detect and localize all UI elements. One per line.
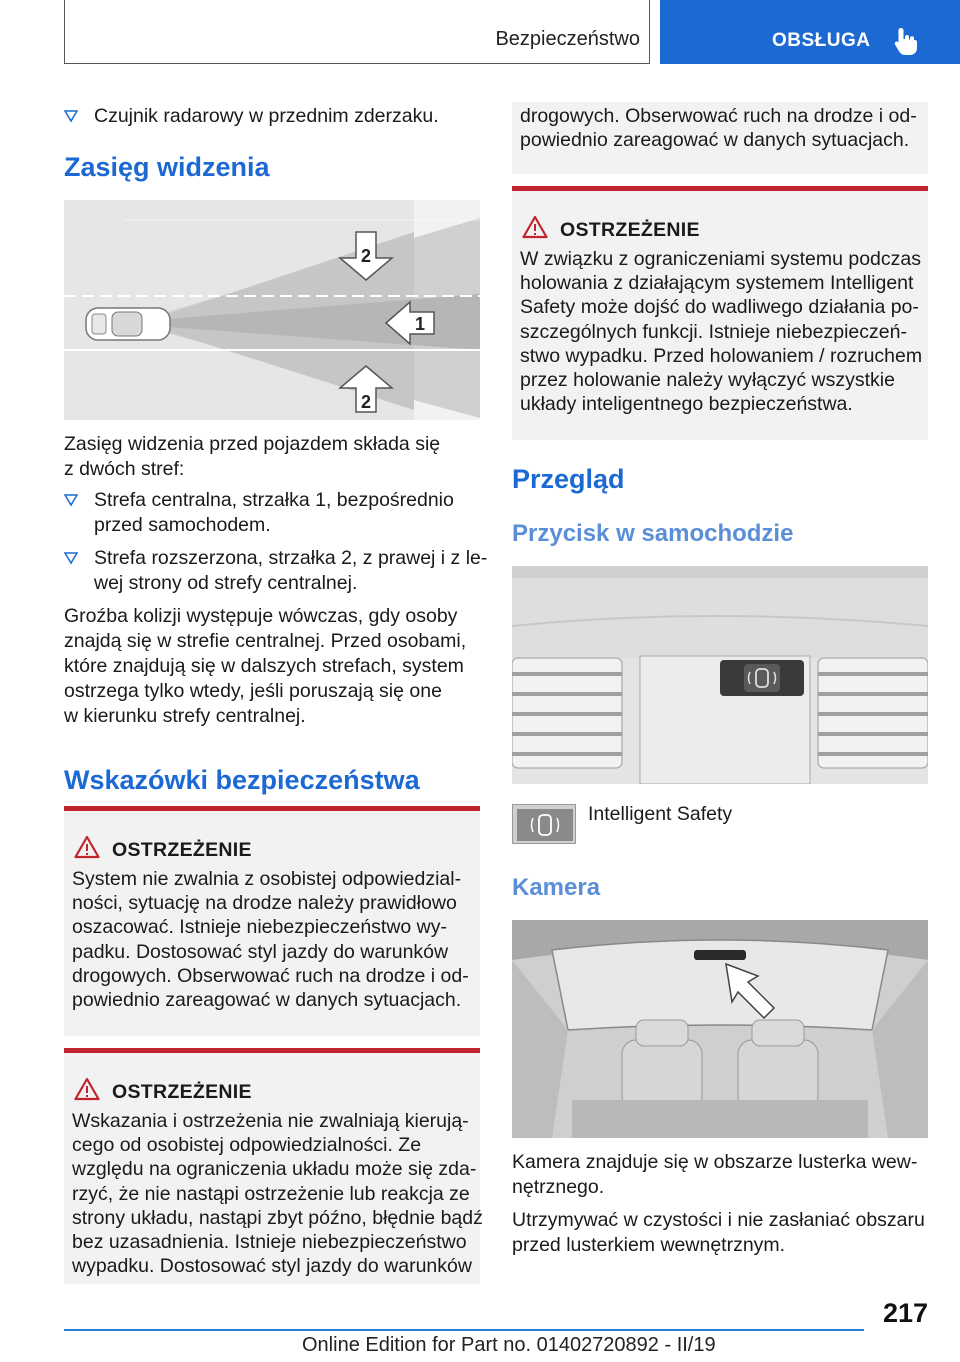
header-divider-bottom — [64, 63, 650, 64]
arrow-label-bottom: 2 — [360, 392, 372, 412]
text-line: drogowych. Obserwować ruch na drodze i od- — [520, 105, 917, 127]
text-line: drogowych. Obserwować ruch na drodze i od- — [72, 964, 469, 987]
air-vent-left — [512, 658, 622, 768]
arrow-label-top: 2 — [360, 246, 372, 266]
dashboard-button-image — [512, 566, 928, 784]
text-line: powiednio zareagować w danych sytuacjach. — [72, 989, 462, 1012]
text-line: wypadku. Dostosować styl jazdy do warunków — [72, 1255, 472, 1278]
intelligent-safety-button-icon — [512, 804, 576, 844]
warning-box-1 — [64, 806, 480, 1036]
heading-range: Zasięg widzenia — [64, 152, 270, 182]
text-line: nętrznego. — [512, 1176, 605, 1198]
header-divider-left — [64, 0, 65, 64]
range-intro-paragraph — [64, 432, 480, 482]
range-diagram — [64, 200, 480, 420]
car-icon — [86, 308, 170, 340]
text-line: strony układu, nastąpi zbyt późno, błędnie bądź — [72, 1206, 483, 1229]
text-line: cego od osobistej odpowiedzialności. Ze — [72, 1134, 422, 1157]
text-line: rzyć, że nie nastąpi ostrzeżenie lub reakcja ze — [72, 1182, 470, 1205]
text-line: oszacować. Istnieje niebezpieczeństwo wy- — [72, 916, 448, 939]
page-number: 217 — [882, 1298, 928, 1328]
footer-edition: Online Edition for Part no. 01402720892 - II/19 — [302, 1334, 716, 1356]
text-line: ostrzega tylko wtedy, jeśli poruszają się one — [64, 680, 442, 702]
text-line: układy inteligentnego bezpieczeństwa. — [520, 393, 853, 416]
bullet-extended-zone — [64, 546, 488, 598]
warning-body — [520, 247, 922, 416]
intelligent-safety-button — [744, 664, 780, 692]
heading-camera: Kamera — [512, 874, 601, 901]
warning-box-1-continued — [512, 102, 928, 174]
warning-title: OSTRZEŻENIE — [112, 1081, 252, 1103]
warning-box-3 — [512, 186, 928, 440]
text-line: bez uzasadnienia. Istnieje niebezpieczeństwo — [72, 1231, 467, 1254]
warning-triangle-icon — [522, 215, 548, 239]
collision-paragraph — [64, 604, 480, 729]
warning-title: OSTRZEŻENIE — [560, 219, 700, 241]
text-line: w kierunku strefy centralnej. — [64, 705, 306, 727]
camera-location-paragraph — [512, 1150, 928, 1200]
warning-triangle-icon — [74, 835, 100, 859]
text-line: W związku z ograniczeniami systemu podczas — [520, 248, 921, 270]
bullet-triangle-icon — [64, 551, 78, 565]
text-line: przed lusterkiem wewnętrznym. — [512, 1234, 786, 1256]
rear-view-mirror — [694, 950, 746, 960]
warning-body — [520, 104, 917, 152]
header-section-title: Bezpieczeństwo — [495, 28, 640, 50]
text-line: z dwóch stref: — [64, 458, 185, 480]
text-line: Kamera znajduje się w obszarze lusterka wew- — [512, 1151, 918, 1173]
text-line: ności, sytuację na drodze należy prawidłowo — [72, 892, 457, 915]
text-line: szczególnych funkcji. Istnieje niebezpieczeń- — [520, 320, 907, 343]
bullet-triangle-icon — [64, 493, 78, 507]
camera-interior-image — [512, 920, 928, 1138]
text-line: przed samochodem. — [94, 514, 271, 536]
text-line: Groźba kolizji występuje wówczas, gdy osoby — [64, 605, 458, 627]
text-line: Safety może dojść do wadliwego działania po- — [520, 296, 919, 319]
text-line: względu na ograniczenia układu może się zda- — [72, 1158, 477, 1181]
text-line: powiednio zareagować w danych sytuacjach. — [520, 129, 910, 152]
camera-cleaning-paragraph — [512, 1208, 928, 1258]
text-line: System nie zwalnia z osobistej odpowiedzial- — [72, 868, 462, 890]
intelligent-safety-label: Intelligent Safety — [588, 803, 733, 825]
text-line: przez holowanie należy wyłączyć wszystkie — [520, 369, 895, 392]
warning-body — [72, 1109, 483, 1278]
dashboard-svg — [512, 566, 928, 784]
warning-triangle-icon — [74, 1077, 100, 1101]
bullet-triangle-icon — [64, 109, 78, 123]
heading-overview: Przegląd — [512, 464, 625, 494]
heading-button-in-car: Przycisk w samochodzie — [512, 520, 794, 547]
text-line: Utrzymywać w czystości i nie zasłaniać obszaru — [512, 1209, 925, 1231]
hand-pointer-icon — [892, 26, 920, 56]
header-chapter-tab[interactable] — [660, 0, 960, 64]
warning-body — [72, 867, 469, 1012]
camera-svg — [512, 920, 928, 1138]
header-divider-right — [649, 0, 650, 64]
heading-safety: Wskazówki bezpieczeństwa — [64, 765, 420, 795]
range-diagram-svg — [64, 200, 480, 420]
text-line: padku. Dostosować styl jazdy do warunków — [72, 940, 449, 963]
footer-divider — [64, 1329, 864, 1331]
text-line: stwo wypadku. Przed holowaniem / rozruchem — [520, 344, 923, 367]
text-line: Zasięg widzenia przed pojazdem składa się — [64, 433, 441, 455]
text-line: Wskazania i ostrzeżenia nie zwalniają kierują- — [72, 1110, 469, 1132]
text-line: Strefa centralna, strzałka 1, bezpośrednio — [94, 489, 454, 511]
air-vent-right — [818, 658, 928, 768]
text-line: znajdą się w strefie centralnej. Przed osobami, — [64, 630, 467, 652]
bullet-text: Czujnik radarowy w przednim zderzaku. — [94, 105, 439, 127]
text-line: holowania z działającym systemem Intelligent — [520, 272, 914, 295]
arrow-label-middle: 1 — [414, 314, 426, 334]
warning-box-2 — [64, 1048, 483, 1284]
text-line: wej strony od strefy centralnej. — [94, 572, 358, 594]
text-line: Strefa rozszerzona, strzałka 2, z prawej i z le- — [94, 547, 488, 569]
bullet-central-zone — [64, 488, 480, 540]
warning-title: OSTRZEŻENIE — [112, 839, 252, 861]
text-line: które znajdują się w dalszych strefach, system — [64, 655, 464, 677]
header-chapter-label: OBSŁUGA — [772, 30, 871, 51]
